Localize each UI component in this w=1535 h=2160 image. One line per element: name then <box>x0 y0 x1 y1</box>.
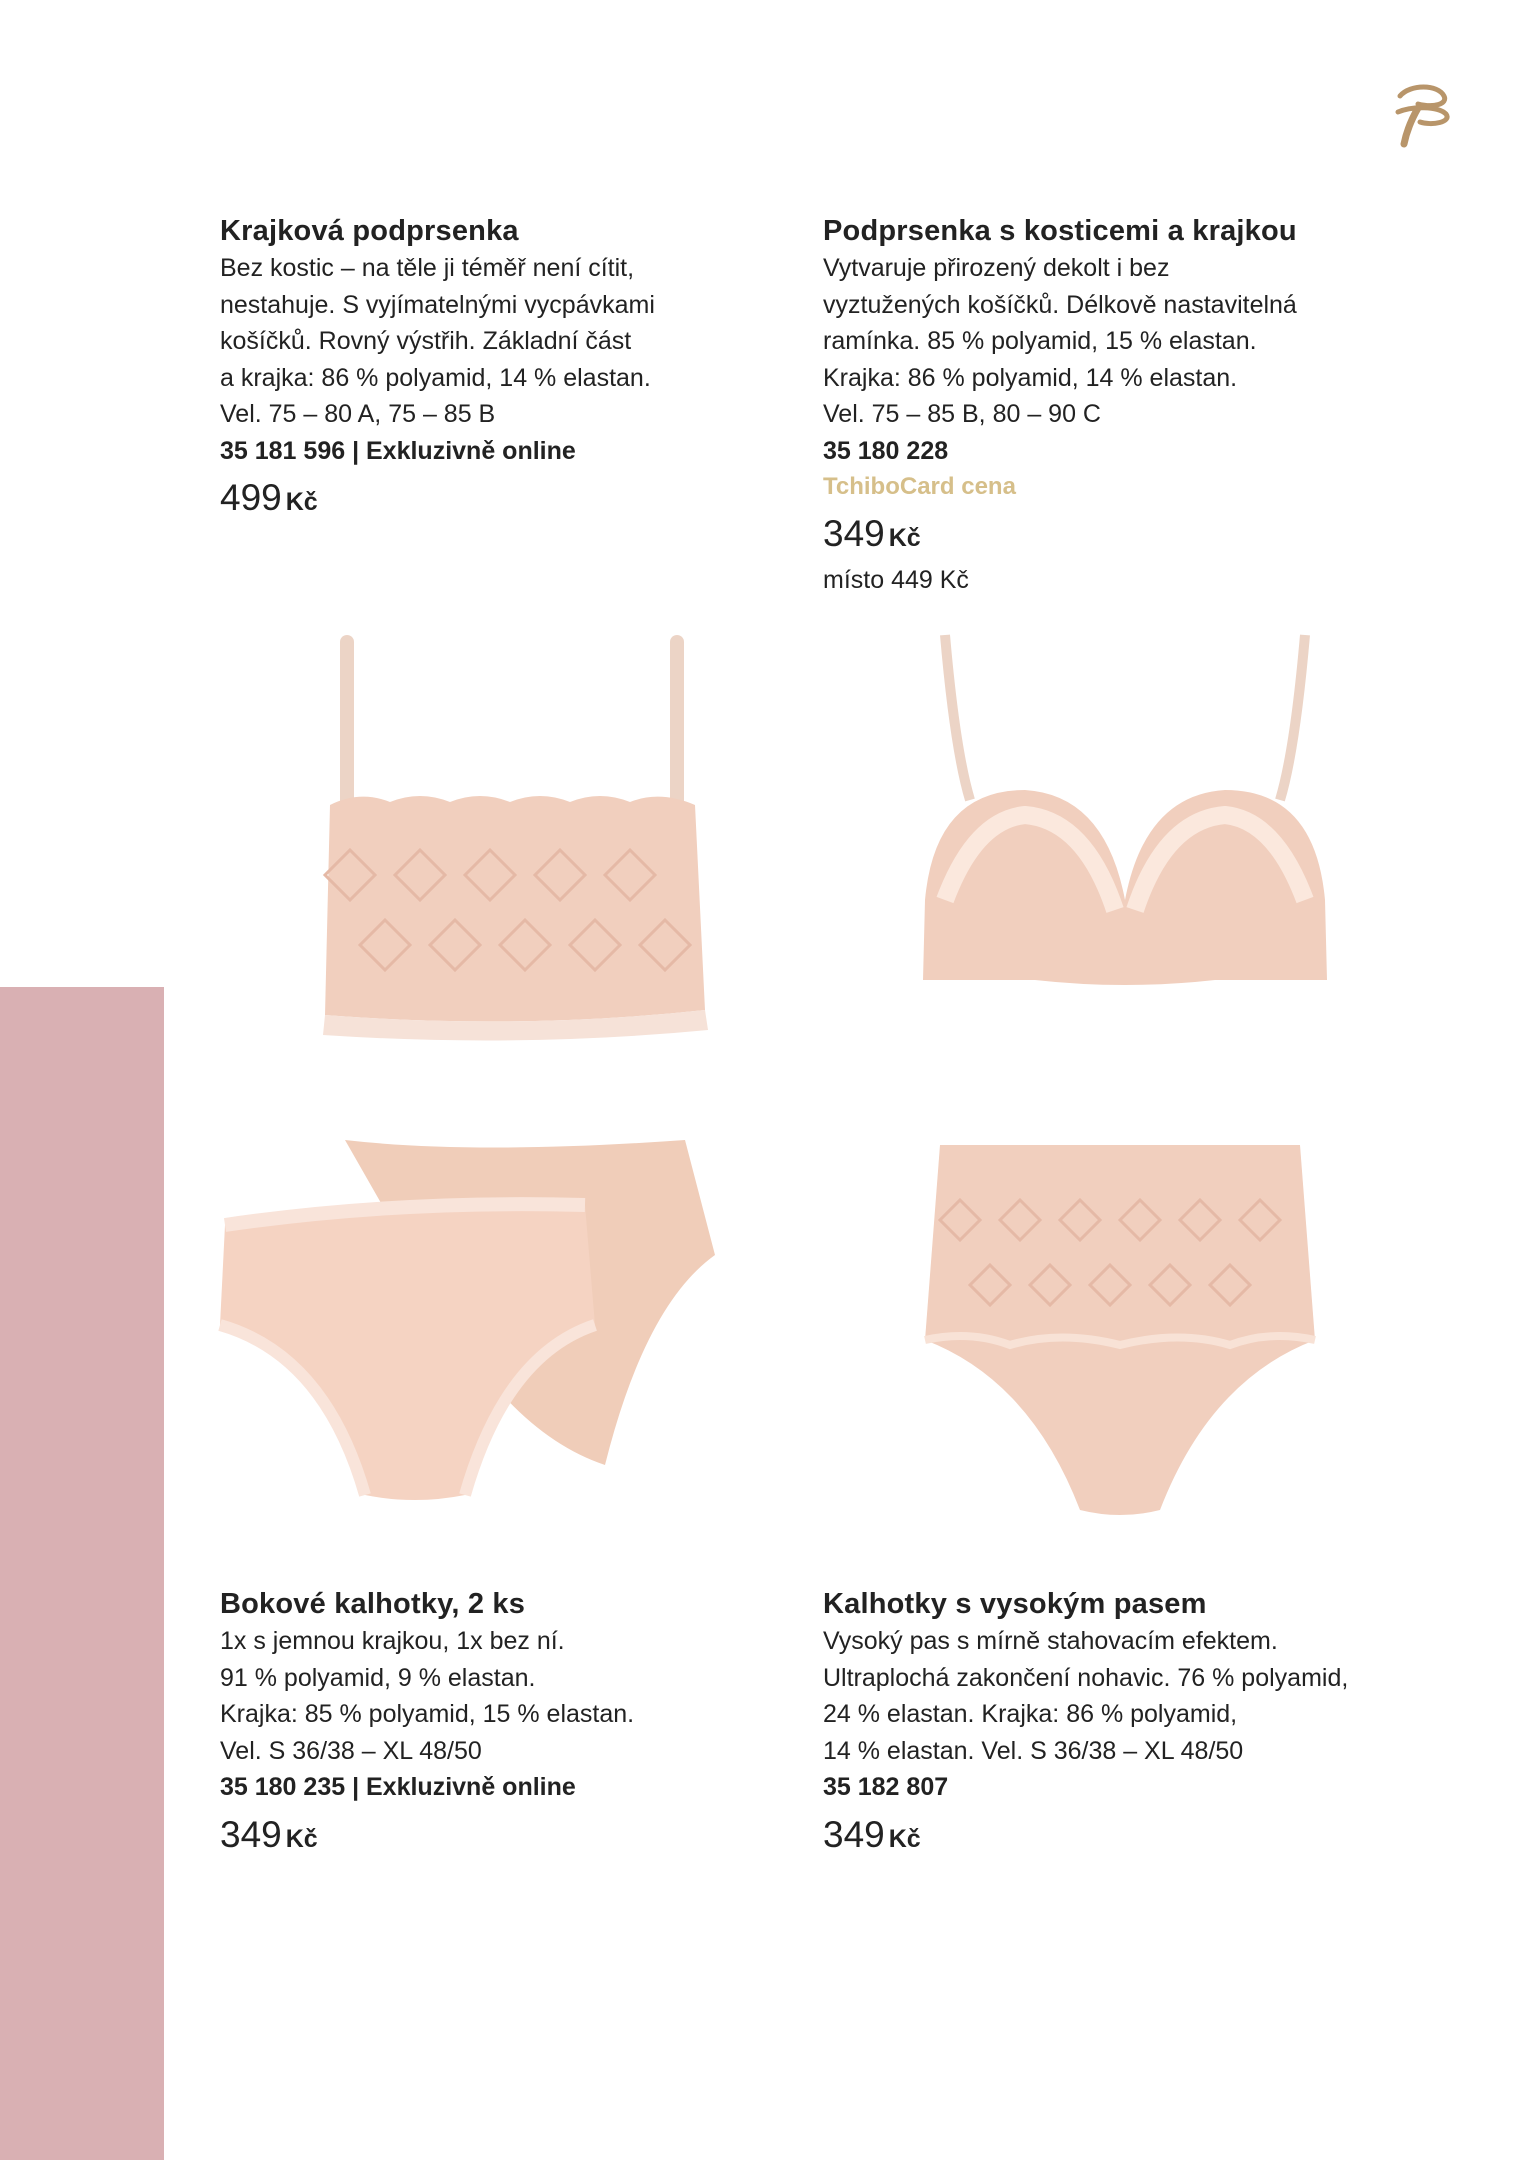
product-block-underwire-bra <box>823 212 1423 597</box>
product-price <box>823 1810 1423 1864</box>
tchibo-logo-icon <box>1388 82 1454 148</box>
product-description: 1x s jemnou krajkou, 1x bez ní. 91 % polyamid, 9 % elastan. Krajka: 85 % polyamid, 15 % elastan. Vel. S 36/38 – XL 48/50 <box>220 1627 635 1765</box>
price-value: 349 <box>823 1813 885 1855</box>
old-price: místo 449 Kč <box>823 566 969 594</box>
price-value: 499 <box>220 477 282 518</box>
decorative-side-band <box>0 987 164 2160</box>
high-waist-briefs-icon <box>910 1140 1330 1520</box>
product-description: Vytvaruje přirozený dekolt i bez vyztužených košíčků. Délkově nastavitelná ramínka. 85 % polyamid, 15 % elastan. Krajka: 86 % polyamid, 14 % elastan. Vel. 75 – 85 B, 80 – 90 C <box>823 254 1297 428</box>
product-block-hipster-briefs <box>220 1585 820 1864</box>
product-title: Bokové kalhotky, 2 ks <box>220 1588 526 1620</box>
product-price <box>220 473 820 527</box>
product-block-lace-bra <box>220 212 820 527</box>
product-title: Kalhotky s vysokým pasem <box>823 1588 1207 1620</box>
product-sku: 35 180 228 <box>823 436 949 465</box>
product-description: Bez kostic – na těle ji téměř není cítit, nestahuje. S vyjímatelnými vycpávkami košíčků. Rovný výstřih. Základní část a krajka: 86 % polyamid, 14 % elastan. Vel. 75 – 80 A, 75 – 85 B <box>220 254 655 428</box>
product-price <box>823 509 1423 563</box>
price-value: 349 <box>823 513 885 554</box>
price-currency: Kč <box>888 1824 921 1853</box>
product-title: Krajková podprsenka <box>220 215 519 247</box>
product-block-high-waist-briefs <box>823 1585 1423 1864</box>
underwire-bra-icon <box>915 630 1335 1000</box>
product-title: Podprsenka s kosticemi a krajkou <box>823 215 1297 247</box>
product-sku: 35 180 235 | Exkluzivně online <box>220 1773 576 1801</box>
product-description: Vysoký pas s mírně stahovacím efektem. Ultraplochá zakončení nohavic. 76 % polyamid, 24 % elastan. Krajka: 86 % polyamid, 14 % elastan. Vel. S 36/38 – XL 48/50 <box>823 1627 1349 1765</box>
price-currency: Kč <box>285 488 318 516</box>
price-currency: Kč <box>888 524 921 552</box>
price-value: 349 <box>220 1813 282 1855</box>
bandeau-bra-icon <box>320 630 730 1050</box>
product-price <box>220 1810 820 1864</box>
product-sku: 35 181 596 | Exkluzivně online <box>220 436 576 465</box>
tchibocard-promo-label: TchiboCard cena <box>823 473 1016 500</box>
product-sku: 35 182 807 <box>823 1773 949 1801</box>
price-currency: Kč <box>285 1824 318 1853</box>
hipster-briefs-icon <box>215 1135 725 1505</box>
